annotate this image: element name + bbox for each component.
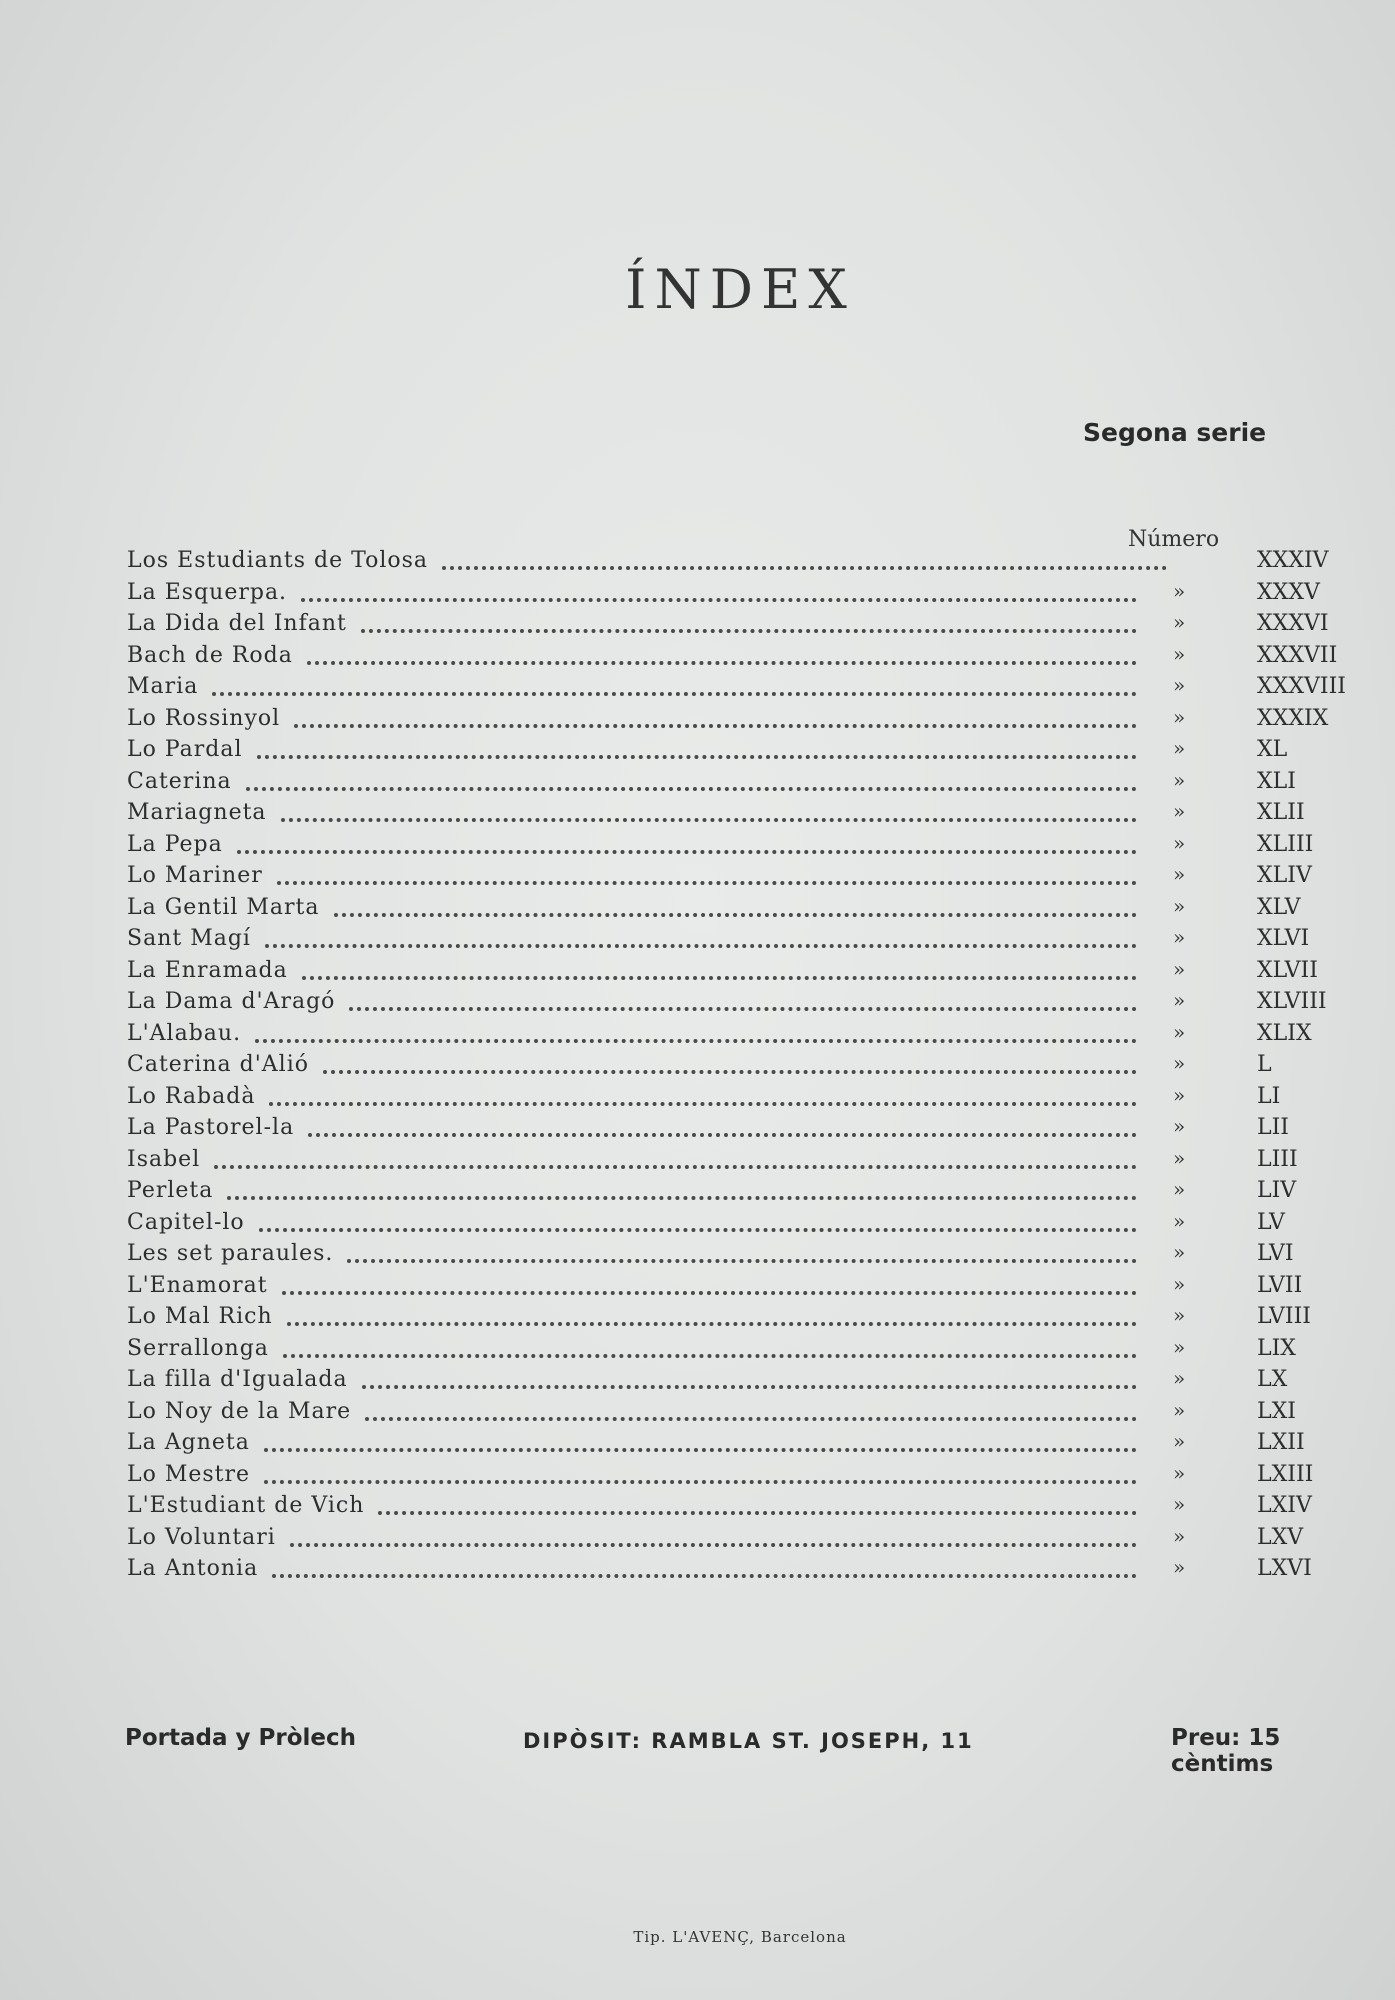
ditto-mark: »: [1173, 1366, 1186, 1390]
toc-entry-number: LII: [1257, 1115, 1289, 1140]
dot-leader: [378, 1511, 1137, 1515]
dot-leader: [257, 755, 1137, 759]
toc-entry: [127, 1521, 1337, 1553]
toc-entry-number: XLI: [1257, 768, 1296, 794]
toc-entry-number: LVII: [1257, 1272, 1303, 1298]
ditto-mark: »: [1173, 1271, 1186, 1296]
ditto-mark: »: [1173, 1208, 1186, 1233]
toc-entry-title: Capitel-lo: [127, 1209, 245, 1235]
toc-entry-number: XLVI: [1257, 926, 1310, 951]
toc-entry: [127, 859, 1337, 891]
ditto-mark: »: [1173, 1240, 1186, 1264]
toc-entry-title: La Agneta: [127, 1430, 250, 1455]
ditto-mark: »: [1173, 736, 1186, 760]
ditto-mark: »: [1173, 1019, 1186, 1044]
toc-entry-number: LVIII: [1257, 1304, 1311, 1329]
toc-entry: [127, 576, 1337, 608]
ditto-mark: »: [1173, 893, 1186, 918]
dot-leader: [269, 1102, 1137, 1106]
toc-entry-number: LVI: [1257, 1241, 1294, 1266]
toc-entry: [127, 765, 1337, 797]
dot-leader: [442, 566, 1167, 570]
dot-leader: [307, 661, 1137, 665]
toc-entry-number: LX: [1257, 1367, 1288, 1392]
toc-entry-title: Les set paraules.: [127, 1241, 334, 1266]
ditto-mark: »: [1173, 988, 1186, 1012]
toc-entry-title: Lo Rossinyol: [127, 705, 281, 731]
dot-leader: [347, 1259, 1137, 1263]
page-title: ÍNDEX: [625, 258, 855, 321]
toc-entry-number: LXIII: [1257, 1461, 1314, 1487]
toc-entry: [127, 1458, 1337, 1490]
ditto-mark: »: [1173, 641, 1186, 666]
toc-entry-number: XLVIII: [1257, 989, 1327, 1014]
dot-leader: [334, 913, 1137, 917]
toc-entry: [127, 544, 1337, 576]
ditto-mark: »: [1173, 799, 1186, 823]
toc-entry: [127, 1552, 1337, 1584]
toc-entry: [127, 607, 1337, 639]
table-of-contents: [127, 544, 1346, 1584]
toc-entry-title: La Esquerpa.: [127, 579, 288, 605]
toc-entry-title: La Dama d'Aragó: [127, 989, 336, 1014]
toc-entry: [127, 1017, 1337, 1049]
toc-entry-number: XXXIV: [1257, 548, 1329, 573]
dot-leader: [272, 1574, 1137, 1578]
toc-entry: [127, 1269, 1337, 1301]
ditto-mark: »: [1173, 1303, 1186, 1327]
ditto-mark: »: [1173, 1555, 1186, 1579]
toc-entry-title: Caterina: [127, 768, 232, 794]
toc-entry-title: Los Estudiants de Tolosa: [127, 548, 429, 573]
toc-entry-number: XLV: [1257, 894, 1301, 920]
toc-entry-title: Serrallonga: [127, 1335, 269, 1361]
dot-leader: [302, 976, 1137, 980]
printer-imprint: Tip. L'AVENÇ, Barcelona: [633, 1928, 847, 1946]
toc-entry-title: Maria: [127, 674, 199, 699]
toc-entry-title: Lo Voluntari: [127, 1524, 276, 1550]
number-column-label: Número: [1128, 527, 1220, 552]
toc-entry-number: XLVII: [1257, 957, 1318, 983]
toc-entry: [127, 1237, 1337, 1269]
footer-deposit: DIPÒSIT: RAMBLA ST. JOSEPH, 11: [523, 1729, 974, 1753]
toc-entry-number: LIII: [1257, 1146, 1298, 1172]
ditto-mark: »: [1173, 1334, 1186, 1359]
ditto-mark: »: [1173, 1523, 1186, 1548]
dot-leader: [227, 1196, 1137, 1200]
toc-entry-title: Isabel: [127, 1146, 201, 1172]
dot-leader: [282, 1291, 1137, 1295]
toc-entry: [127, 1206, 1337, 1238]
dot-leader: [259, 1228, 1137, 1232]
toc-entry-number: LI: [1257, 1083, 1281, 1109]
toc-entry: [127, 954, 1337, 986]
footer-left: Portada y Pròlech: [125, 1725, 356, 1751]
dot-leader: [264, 1448, 1137, 1452]
ditto-mark: »: [1173, 956, 1186, 981]
toc-entry-number: L: [1257, 1052, 1272, 1077]
toc-entry-number: LXVI: [1257, 1556, 1312, 1581]
toc-entry-number: XXXIX: [1257, 705, 1329, 731]
dot-leader: [308, 1133, 1137, 1137]
toc-entry: [127, 1111, 1337, 1143]
toc-entry-title: L'Alabau.: [127, 1020, 242, 1046]
ditto-mark: »: [1173, 1492, 1186, 1516]
toc-entry-number: LIX: [1257, 1335, 1296, 1361]
dot-leader: [365, 1417, 1137, 1421]
toc-entry: [127, 1426, 1337, 1458]
dot-leader: [362, 1385, 1137, 1389]
ditto-mark: »: [1173, 1177, 1186, 1201]
toc-entry-number: XL: [1257, 737, 1288, 762]
footer-price: Preu: 15 cèntims: [1171, 1725, 1281, 1777]
toc-entry: [127, 1332, 1337, 1364]
dot-leader: [214, 1165, 1137, 1169]
toc-entry-number: XLIX: [1257, 1020, 1312, 1046]
dot-leader: [277, 881, 1137, 885]
toc-entry-title: Lo Noy de la Mare: [127, 1398, 352, 1424]
toc-entry: [127, 891, 1337, 923]
toc-entry-title: La filla d'Igualada: [127, 1367, 348, 1392]
dot-leader: [361, 629, 1137, 633]
toc-entry-number: LXI: [1257, 1398, 1296, 1424]
toc-entry-title: Sant Magí: [127, 926, 251, 951]
ditto-mark: »: [1173, 862, 1186, 886]
dot-leader: [281, 818, 1137, 822]
ditto-mark: »: [1173, 1082, 1186, 1107]
ditto-mark: »: [1173, 1429, 1186, 1453]
toc-entry: [127, 1143, 1337, 1175]
ditto-mark: »: [1173, 578, 1186, 603]
toc-entry: [127, 670, 1346, 702]
toc-entry: [127, 639, 1337, 671]
toc-entry: [127, 1395, 1337, 1427]
toc-entry-title: Lo Mal Rich: [127, 1304, 273, 1329]
ditto-mark: »: [1173, 1397, 1186, 1422]
ditto-mark: »: [1173, 1460, 1186, 1485]
toc-entry-number: LV: [1257, 1209, 1285, 1235]
ditto-mark: »: [1173, 1145, 1186, 1170]
toc-entry: [127, 1363, 1337, 1395]
toc-entry: [127, 1300, 1337, 1332]
toc-entry-number: XLIII: [1257, 831, 1314, 857]
toc-entry-title: Bach de Roda: [127, 642, 293, 668]
toc-entry-title: La Pastorel-la: [127, 1115, 295, 1140]
toc-entry-number: XXXVI: [1257, 611, 1329, 636]
toc-entry-title: L'Estudiant de Vich: [127, 1493, 365, 1518]
dot-leader: [283, 1354, 1137, 1358]
toc-entry: [127, 702, 1337, 734]
toc-entry-title: Lo Mariner: [127, 863, 263, 888]
toc-entry-title: Perleta: [127, 1178, 214, 1203]
toc-entry: [127, 922, 1337, 954]
toc-entry: [127, 1174, 1337, 1206]
toc-entry-number: LXV: [1257, 1524, 1304, 1550]
toc-entry: [127, 828, 1337, 860]
toc-entry-title: Lo Rabadà: [127, 1083, 256, 1109]
ditto-mark: »: [1173, 925, 1186, 949]
dot-leader: [287, 1322, 1137, 1326]
toc-entry-title: Caterina d'Alió: [127, 1052, 309, 1077]
dot-leader: [290, 1543, 1137, 1547]
toc-entry-title: Lo Pardal: [127, 737, 243, 762]
dot-leader: [265, 944, 1137, 948]
dot-leader: [212, 692, 1137, 696]
dot-leader: [294, 724, 1137, 728]
toc-entry-number: XLII: [1257, 800, 1305, 825]
toc-entry: [127, 733, 1337, 765]
toc-entry-title: La Antonia: [127, 1556, 259, 1581]
dot-leader: [349, 1007, 1137, 1011]
ditto-mark: »: [1173, 610, 1186, 634]
toc-entry-number: LXII: [1257, 1430, 1305, 1455]
dot-leader: [264, 1480, 1137, 1484]
toc-entry-title: La Enramada: [127, 957, 288, 983]
toc-entry-number: XXXVIII: [1257, 674, 1346, 699]
ditto-mark: »: [1173, 830, 1186, 855]
dot-leader: [255, 1039, 1137, 1043]
toc-entry-title: Mariagneta: [127, 800, 267, 825]
toc-entry-number: XXXV: [1257, 579, 1320, 605]
dot-leader: [301, 598, 1137, 602]
toc-entry-title: La Gentil Marta: [127, 894, 320, 920]
ditto-mark: »: [1173, 1051, 1186, 1075]
page-footer: [125, 1725, 1365, 1777]
toc-entry-title: La Dida del Infant: [127, 611, 347, 636]
toc-entry: [127, 1080, 1337, 1112]
toc-entry-number: LXIV: [1257, 1493, 1312, 1518]
toc-entry: [127, 796, 1337, 828]
series-label: Segona serie: [1083, 418, 1267, 447]
toc-entry-number: XXXVII: [1257, 642, 1338, 668]
toc-entry-title: L'Enamorat: [127, 1272, 268, 1298]
toc-entry-title: Lo Mestre: [127, 1461, 251, 1487]
ditto-mark: »: [1173, 704, 1186, 729]
ditto-mark: »: [1173, 1114, 1186, 1138]
dot-leader: [323, 1070, 1137, 1074]
toc-entry: [127, 1048, 1337, 1080]
toc-entry: [127, 985, 1337, 1017]
toc-entry-number: LIV: [1257, 1178, 1297, 1203]
toc-entry-number: XLIV: [1257, 863, 1312, 888]
toc-entry-title: La Pepa: [127, 831, 223, 857]
ditto-mark: »: [1173, 673, 1186, 697]
toc-entry: [127, 1489, 1337, 1521]
ditto-mark: »: [1173, 767, 1186, 792]
dot-leader: [237, 850, 1137, 854]
dot-leader: [246, 787, 1137, 791]
